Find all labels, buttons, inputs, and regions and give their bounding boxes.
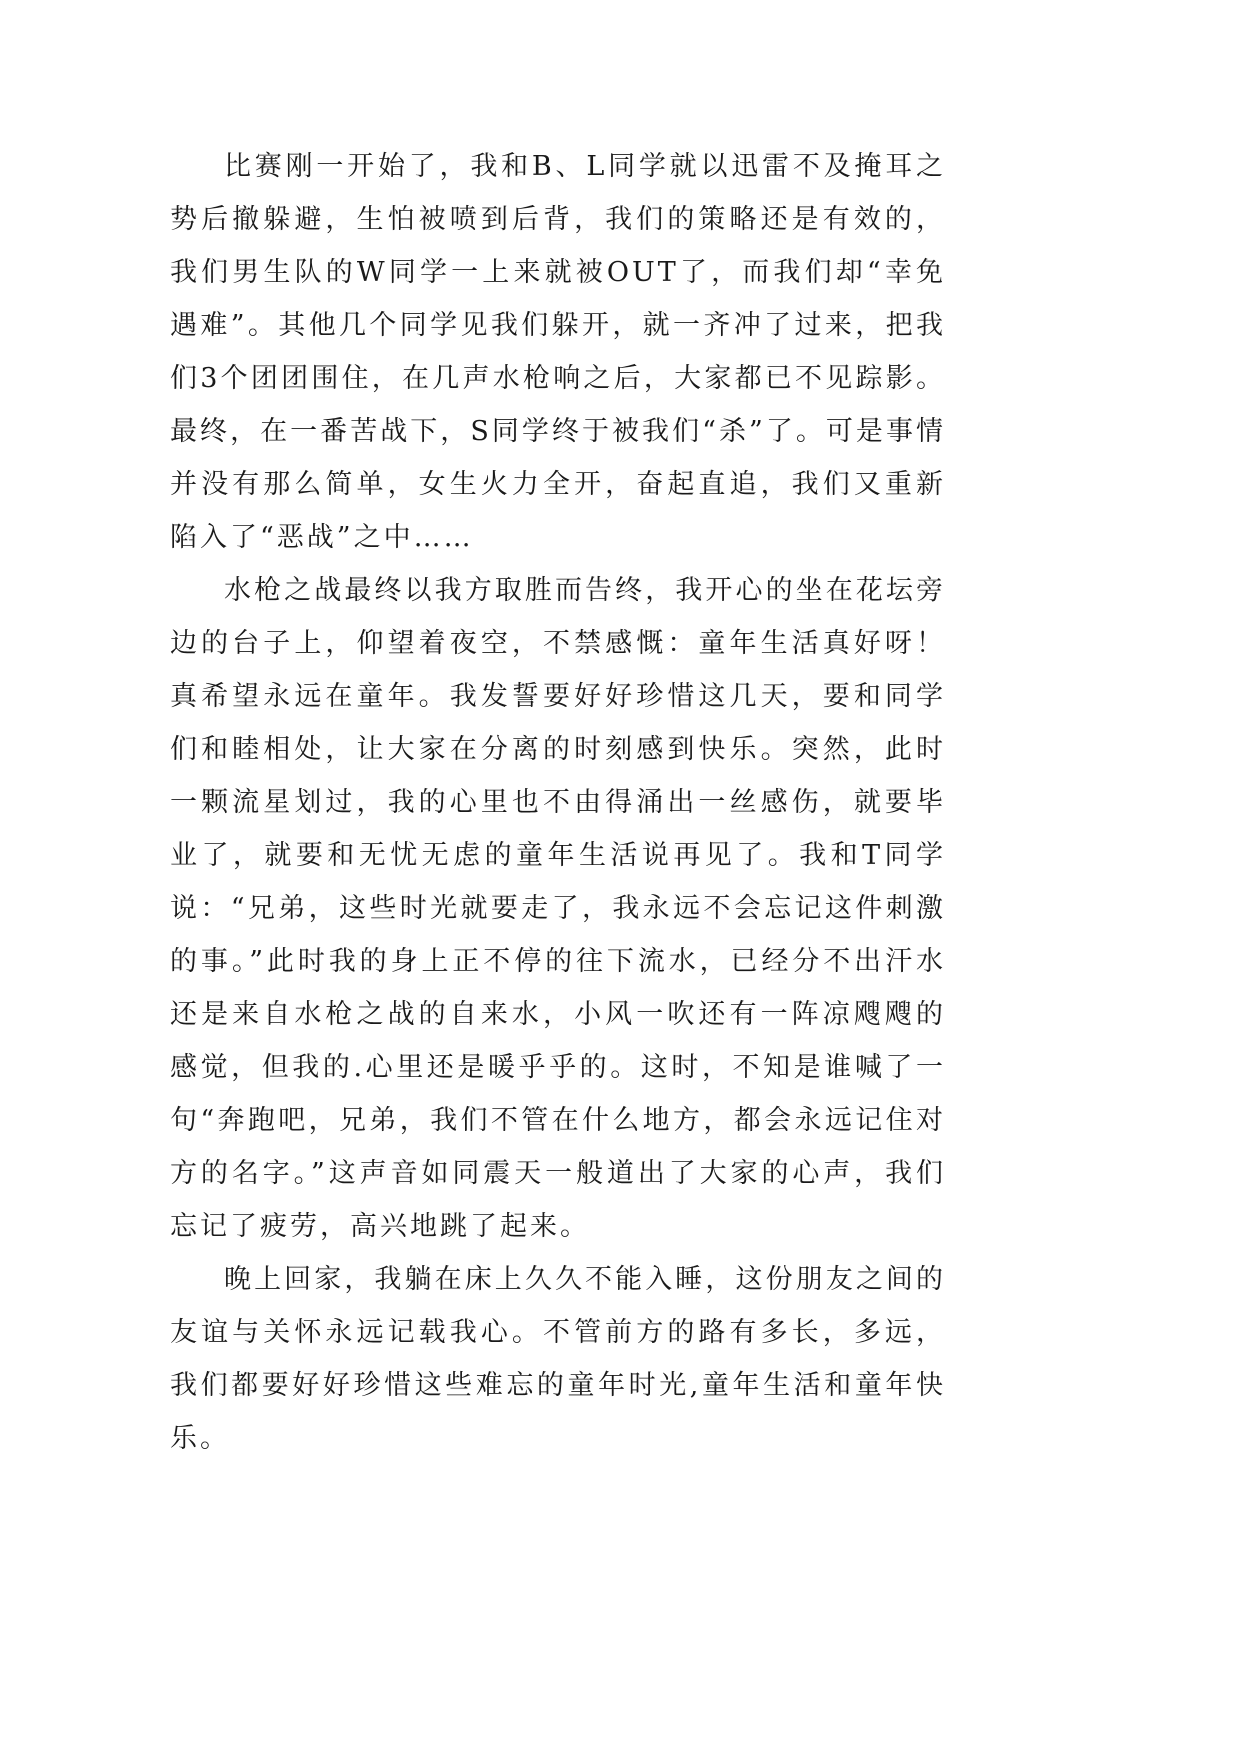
paragraph-1: 比赛刚一开始了，我和B、L同学就以迅雷不及掩耳之势后撤躲避，生怕被喷到后背，我们的策略还是有效的，我们男生队的W同学一上来就被OUT了，而我们却“幸免遇难”。其他几个同学见我们躲开，就一齐冲了过来，把我们3个团团围住，在几声水枪响之后，大家都已不见踪影。最终，在一番苦战下，S同学终于被我们“杀”了。可是事情并没有那么简单，女生火力全开，奋起直追，我们又重新陷入了“恶战”之中…… [170,151,946,553]
body-text [170,140,946,1465]
paragraph-2: 水枪之战最终以我方取胜而告终，我开心的坐在花坛旁边的台子上，仰望着夜空，不禁感慨：童年生活真好呀！真希望永远在童年。我发誓要好好珍惜这几天，要和同学们和睦相处，让大家在分离的时刻感到快乐。突然，此时一颗流星划过，我的心里也不由得涌出一丝感伤，就要毕业了，就要和无忧无虑的童年生活说再见了。我和T同学说：“兄弟，这些时光就要走了，我永远不会忘记这件刺激的事。”此时我的身上正不停的往下流水，已经分不出汗水还是来自水枪之战的自来水，小风一吹还有一阵凉飕飕的感觉，但我的.心里还是暖乎乎的。这时，不知是谁喊了一句“奔跑吧，兄弟，我们不管在什么地方，都会永远记住对方的名字。”这声音如同震天一般道出了大家的心声，我们忘记了疲劳，高兴地跳了起来。 [170,575,946,1242]
paragraph-3: 晚上回家，我躺在床上久久不能入睡，这份朋友之间的友谊与关怀永远记载我心。不管前方的路有多长，多远，我们都要好好珍惜这些难忘的童年时光,童年生活和童年快乐。 [170,1264,946,1454]
